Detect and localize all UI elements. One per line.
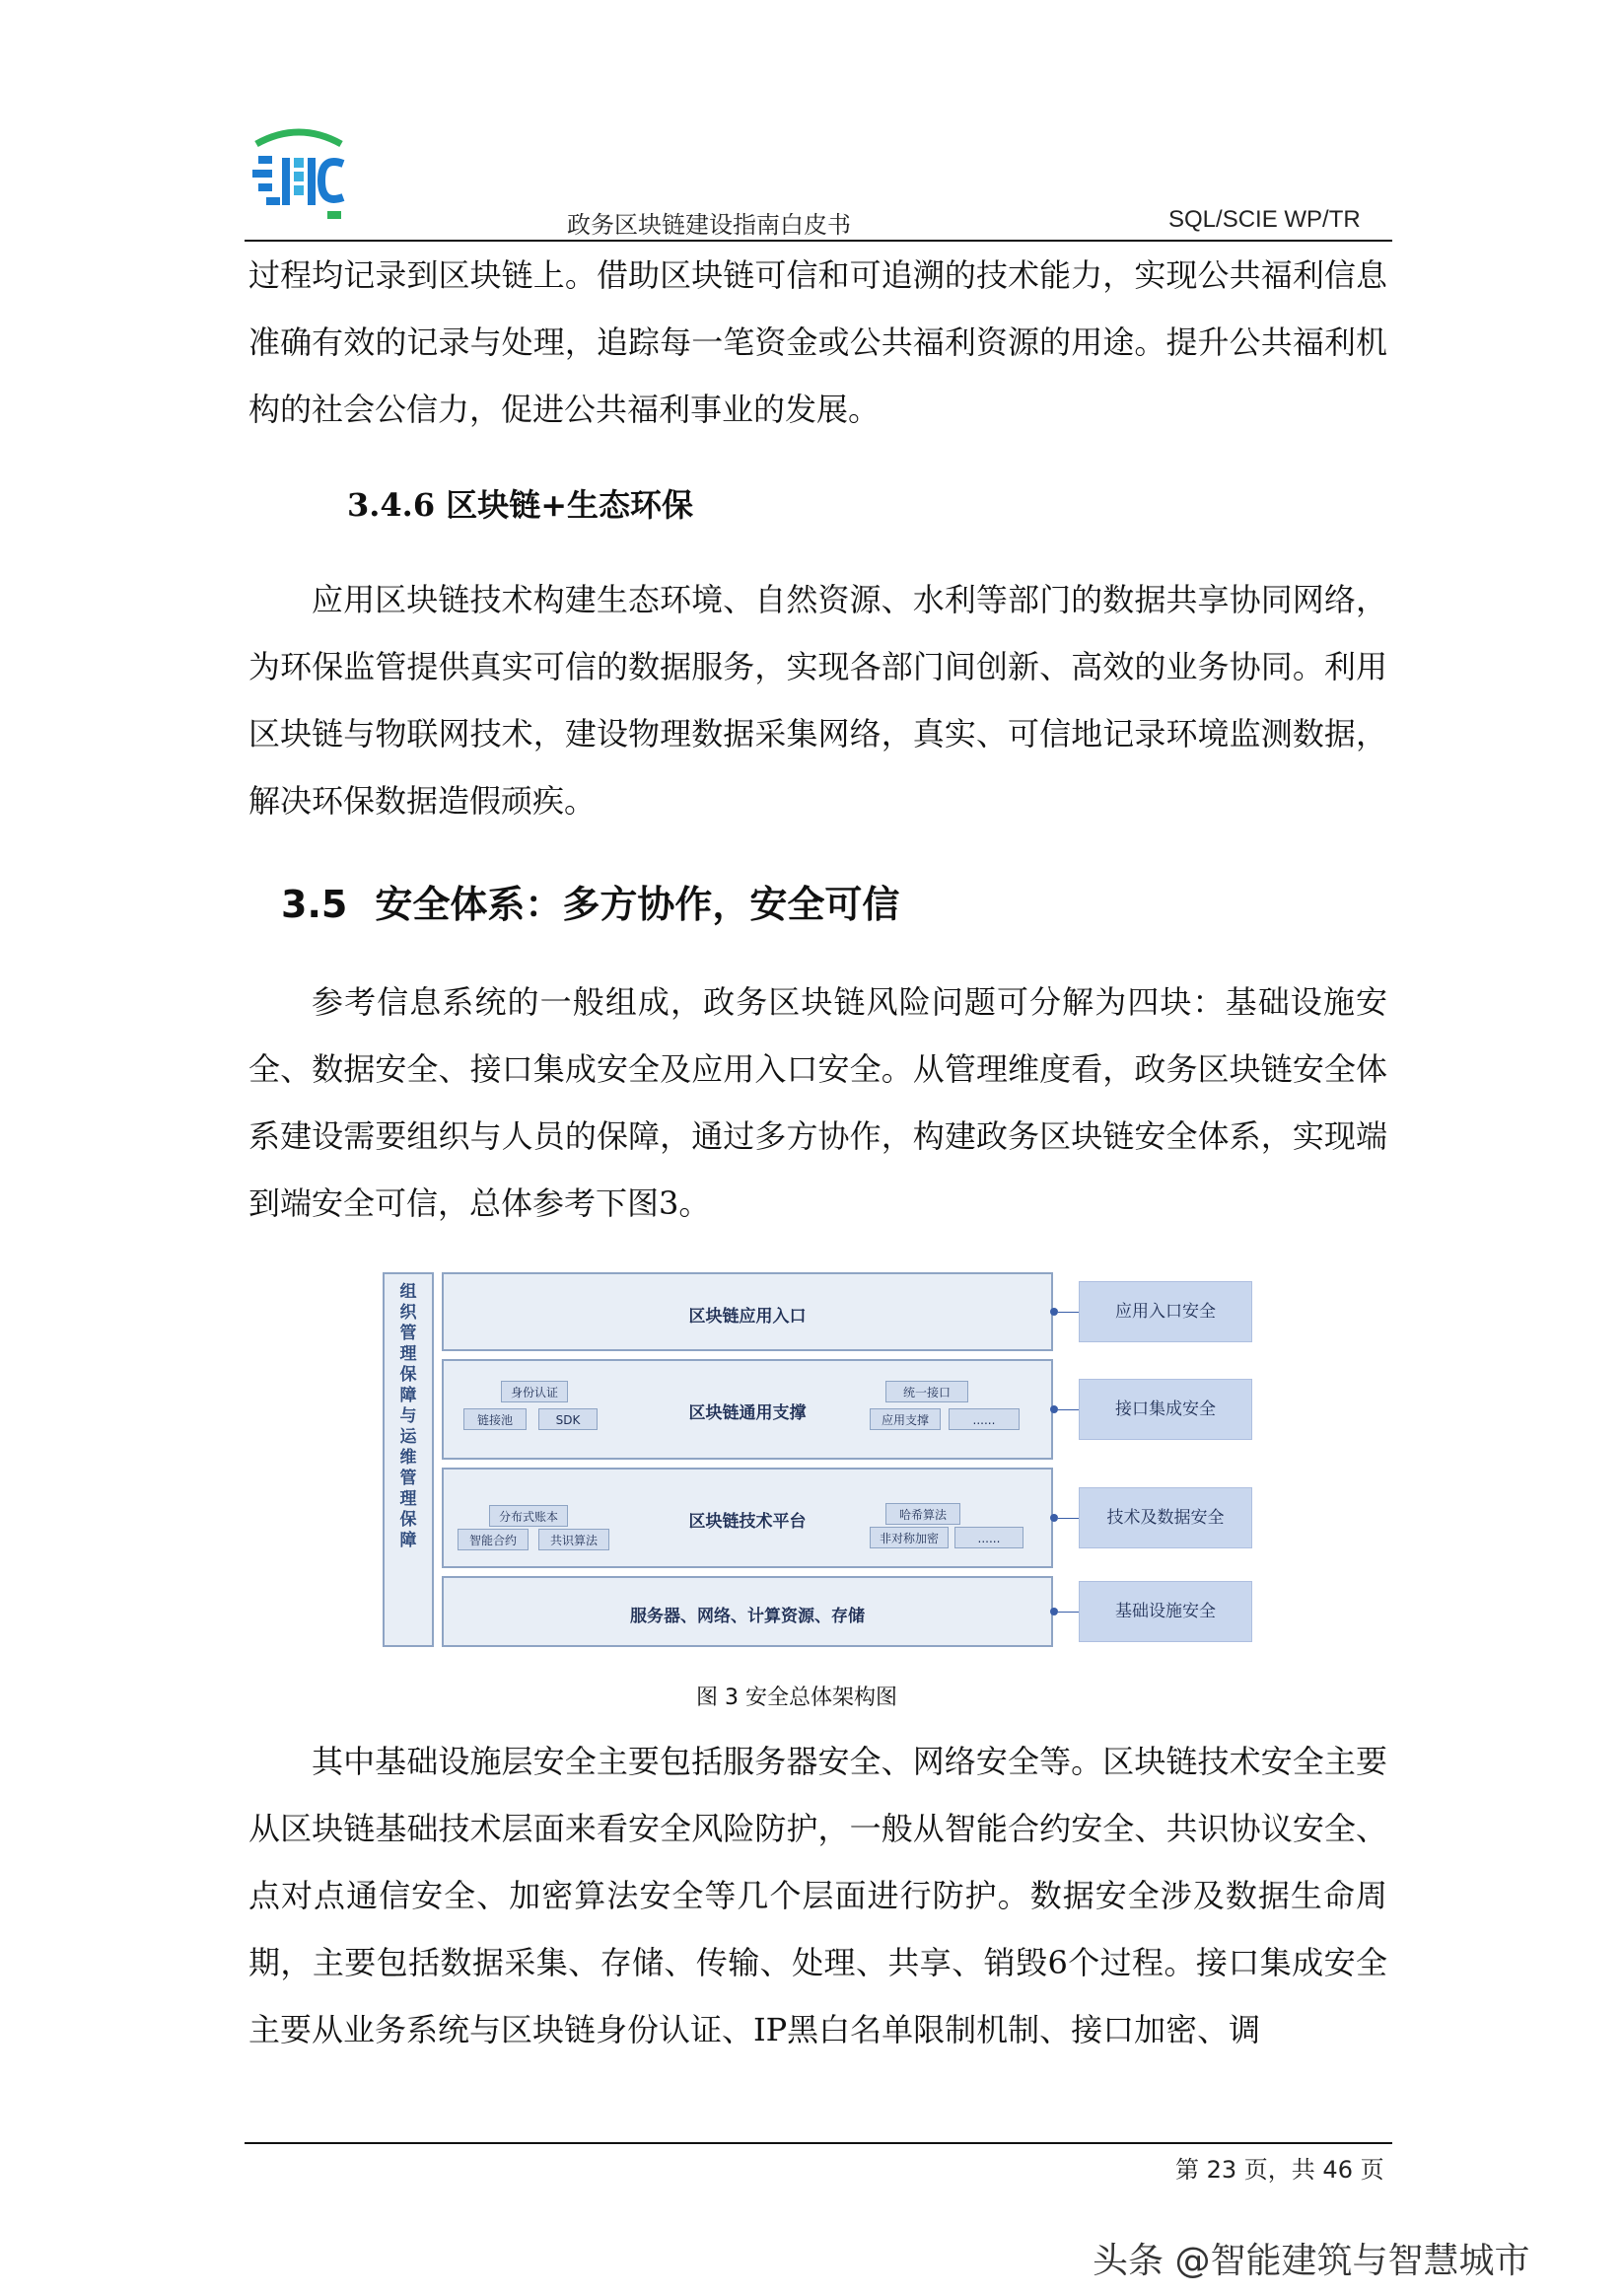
connector-line [1058, 1409, 1079, 1410]
layer-infrastructure-title: 服务器、网络、计算资源、存储 [630, 1607, 865, 1626]
layer-infrastructure [442, 1576, 1053, 1647]
layer-app-entry-title: 区块链应用入口 [688, 1307, 807, 1327]
connector-dot [1050, 1308, 1058, 1316]
watermark-text: 头条 @智能建筑与智慧城市 [1093, 2241, 1530, 2281]
connector-line [1058, 1312, 1079, 1313]
figure-caption: 图 3 安全总体架构图 [696, 1686, 897, 1710]
management-guarantee-column [383, 1272, 434, 1647]
security-architecture-figure [383, 1272, 1262, 1652]
chip-app-support: 应用支撑 [870, 1408, 941, 1430]
security-app-entry: 应用入口安全 [1079, 1281, 1252, 1342]
security-interface-integration: 接口集成安全 [1079, 1379, 1252, 1440]
chip-hash-algorithm: 哈希算法 [885, 1503, 960, 1525]
layer-tech-platform-title: 区块链技术平台 [688, 1512, 807, 1532]
paragraph-public-welfare: 过程均记录到区块链上。借助区块链可信和可追溯的技术能力，实现公共福利信息准确有效的记录与处理，追踪每一笔资金或公共福利资源的用途。提升公共福利机构的社会公信力，促进公共福利事业的发展。 [248, 256, 1387, 428]
management-guarantee-label: 组 织 管 理 保 障 与 运 维 管 理 保 障 [399, 1282, 417, 1550]
connector-line [1058, 1612, 1079, 1613]
paragraph-security-system: 参考信息系统的一般组成，政务区块链风险问题可分解为四块：基础设施安全、数据安全、接口集成安全及应用入口安全。从管理维度看，政务区块链安全体系建设需要组织与人员的保障，通过多方协作，构建政务区块链安全体系，实现端到端安全可信，总体参考下图3。 [248, 983, 1387, 1222]
header-doc-code: SQL/SCIE WP/TR [1168, 206, 1361, 233]
connector-dot [1050, 1514, 1058, 1522]
layer-tech-platform [442, 1468, 1053, 1568]
header-title: 政务区块链建设指南白皮书 [567, 211, 851, 239]
section-title: 安全体系：多方协作，安全可信 [375, 883, 900, 926]
footer-rule [245, 2142, 1392, 2144]
chip-ellipsis: ...... [949, 1408, 1020, 1430]
connector-dot [1050, 1608, 1058, 1615]
connector-dot [1050, 1405, 1058, 1413]
security-infrastructure: 基础设施安全 [1079, 1581, 1252, 1642]
security-tech-and-data: 技术及数据安全 [1079, 1487, 1252, 1548]
chip-ellipsis: ...... [954, 1527, 1023, 1548]
layer-app-entry [442, 1272, 1053, 1351]
page-number: 第 23 页，共 46 页 [1175, 2156, 1384, 2184]
paragraph-ecology: 应用区块链技术构建生态环境、自然资源、水利等部门的数据共享协同网络，为环保监管提供真实可信的数据服务，实现各部门间创新、高效的业务协同。利用区块链与物联网技术，建设物理数据采集网络，真实、可信地记录环境监测数据，解决环保数据造假顽疾。 [248, 581, 1387, 820]
chip-unified-interface: 统一接口 [885, 1381, 968, 1402]
chip-sdk: SDK [538, 1408, 598, 1430]
scie-logo-icon [245, 126, 353, 225]
section-number: 3.5 [281, 883, 348, 926]
chip-identity-auth: 身份认证 [501, 1381, 568, 1402]
chip-distributed-ledger: 分布式账本 [489, 1505, 568, 1527]
section-heading-3-4-6: 3.4.6 区块链+生态环保 [347, 486, 694, 524]
chip-smart-contract: 智能合约 [458, 1529, 529, 1550]
section-heading-3-5 [281, 874, 899, 928]
chip-asymmetric-encryption: 非对称加密 [870, 1527, 949, 1548]
chip-connection-pool: 链接池 [463, 1408, 527, 1430]
layer-common-support-title: 区块链通用支撑 [688, 1403, 807, 1423]
layer-common-support [442, 1359, 1053, 1460]
connector-line [1058, 1518, 1079, 1519]
chip-consensus: 共识算法 [538, 1529, 609, 1550]
paragraph-security-details: 其中基础设施层安全主要包括服务器安全、网络安全等。区块链技术安全主要从区块链基础技术层面来看安全风险防护，一般从智能合约安全、共识协议安全、点对点通信安全、加密算法安全等几个层面进行防护。数据安全涉及数据生命周期，主要包括数据采集、存储、传输、处理、共享、销毁6个过程。接口集成安全主要从业务系统与区块链身份认证、IP黑白名单限制机制、接口加密、调 [248, 1743, 1387, 2048]
